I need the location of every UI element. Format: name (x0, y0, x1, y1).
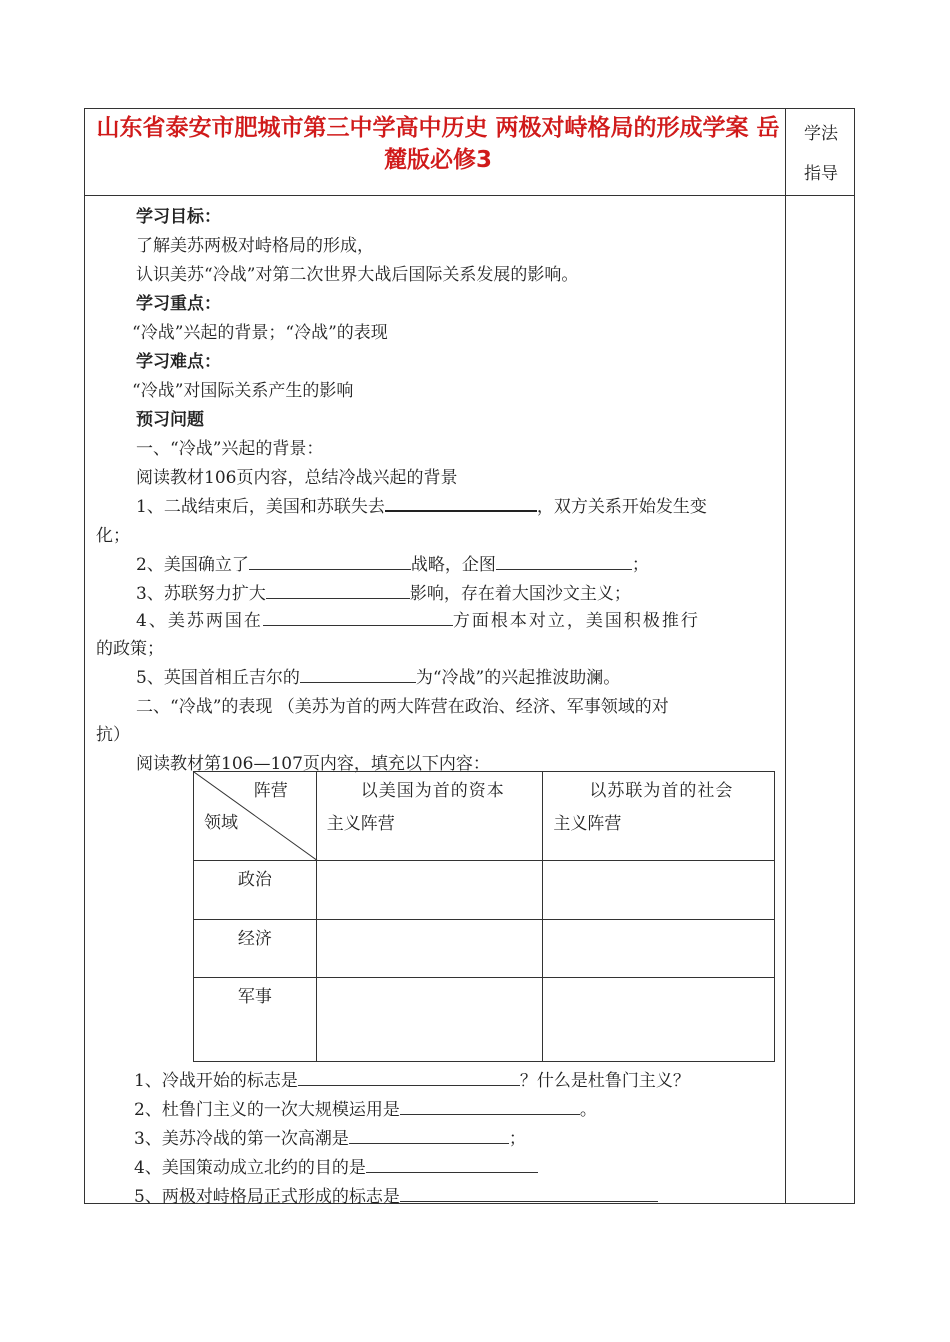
cell-economy-us[interactable] (316, 920, 543, 978)
answer-2 (134, 1095, 818, 1120)
difficulty-heading: 学习难点： (136, 352, 221, 372)
goals-line2: 认识美苏“冷战”对第二次世界大战后国际关系发展的影响。 (136, 265, 579, 285)
method-guide-label (795, 114, 847, 194)
a4-prefix: 4、美国策动成立北约的目的是 (134, 1158, 366, 1178)
col2-line1: 以苏联为首的社会 (589, 781, 734, 801)
q5-blank[interactable] (300, 664, 416, 683)
focus-line1: “冷战”兴起的背景；“冷战”的表现 (132, 323, 388, 343)
a1-prefix: 1、冷战开始的标志是 (134, 1071, 298, 1091)
a2-suffix: 。 (579, 1100, 597, 1120)
section1-heading: 一、“冷战”兴起的背景： (136, 439, 324, 459)
preview-heading: 预习问题 (136, 410, 204, 430)
corner-top-label: 阵营 (253, 781, 288, 801)
col1-line2: 主义阵营 (326, 814, 395, 834)
question-2 (136, 550, 820, 575)
answer-5 (134, 1182, 818, 1207)
a2-blank[interactable] (400, 1096, 580, 1115)
cell-politics-ussr[interactable] (543, 861, 775, 920)
q4-prefix: 4、美苏两国在 (136, 611, 263, 631)
question-4 (136, 606, 820, 631)
read1: 阅读教材106页内容，总结冷战兴起的背景 (136, 468, 458, 488)
a4-blank[interactable] (366, 1154, 538, 1173)
q2-blank-2[interactable] (496, 551, 632, 570)
q4-continuation: 的政策； (96, 639, 164, 659)
answer-1 (134, 1066, 818, 1091)
cell-military-us[interactable] (316, 978, 543, 1062)
side-label-1: 学法 (804, 124, 838, 144)
section2-continuation: 抗） (96, 725, 130, 745)
a3-suffix: ； (508, 1129, 526, 1149)
col-header-ussr (543, 772, 775, 861)
document-title: 山东省泰安市肥城市第三中学高中历史 两极对峙格局的形成学案 岳麓版必修3 (96, 115, 780, 173)
q4-suffix: 方面根本对立，美国积极推行 (452, 611, 700, 631)
focus-heading: 学习重点： (136, 294, 221, 314)
q1-prefix: 1、二战结束后，美国和苏联失去 (136, 497, 385, 517)
difficulty-line1: “冷战”对国际关系产生的影响 (132, 381, 354, 401)
row-label-politics: 政治 (194, 861, 317, 920)
q2-blank-1[interactable] (249, 551, 411, 570)
a3-prefix: 3、美苏冷战的第一次高潮是 (134, 1129, 349, 1149)
a5-prefix: 5、两极对峙格局正式形成的标志是 (134, 1187, 400, 1207)
corner-bottom-label: 领域 (204, 813, 238, 833)
row-label-economy: 经济 (194, 920, 317, 978)
question-3 (136, 579, 820, 604)
read2: 阅读教材第106—107页内容，填充以下内容： (136, 754, 490, 774)
q2-prefix: 2、美国确立了 (136, 555, 249, 575)
q4-blank[interactable] (263, 607, 453, 626)
side-label-2: 指导 (804, 164, 838, 184)
answer-3 (134, 1124, 818, 1149)
q1-suffix: ，双方关系开始发生变 (536, 497, 707, 517)
q1-blank[interactable] (385, 492, 537, 512)
col1-line1: 以美国为首的资本 (360, 781, 505, 801)
question-1 (136, 492, 820, 517)
q2-mid: 战略，企图 (410, 555, 496, 575)
a3-blank[interactable] (349, 1125, 509, 1144)
a2-prefix: 2、杜鲁门主义的一次大规模运用是 (134, 1100, 400, 1120)
q5-prefix: 5、英国首相丘吉尔的 (136, 668, 300, 688)
a5-blank[interactable] (400, 1183, 658, 1202)
q3-suffix: 影响，存在着大国沙文主义； (409, 584, 631, 604)
camp-comparison-table (193, 771, 775, 1062)
cell-economy-ussr[interactable] (543, 920, 775, 978)
q3-blank[interactable] (266, 580, 410, 599)
section2-heading: 二、“冷战”的表现 （美苏为首的两大阵营在政治、经济、军事领域的对 (136, 697, 669, 717)
question-5 (136, 663, 820, 688)
a1-suffix: ？什么是杜鲁门主义？ (519, 1071, 690, 1091)
row-label-military: 军事 (194, 978, 317, 1062)
header-divider (84, 195, 855, 196)
q3-prefix: 3、苏联努力扩大 (136, 584, 266, 604)
answer-4 (134, 1153, 818, 1178)
q5-suffix: 为“冷战”的兴起推波助澜。 (415, 668, 621, 688)
goals-line1: 了解美苏两极对峙格局的形成， (136, 236, 374, 256)
goals-heading: 学习目标： (136, 207, 221, 227)
col-header-us (316, 772, 543, 861)
a1-blank[interactable] (298, 1067, 520, 1086)
cell-military-ussr[interactable] (543, 978, 775, 1062)
col2-line2: 主义阵营 (553, 814, 622, 834)
q2-suffix: ； (631, 555, 649, 575)
q1-continuation: 化； (96, 526, 130, 546)
corner-header-cell (194, 772, 317, 861)
cell-politics-us[interactable] (316, 861, 543, 920)
